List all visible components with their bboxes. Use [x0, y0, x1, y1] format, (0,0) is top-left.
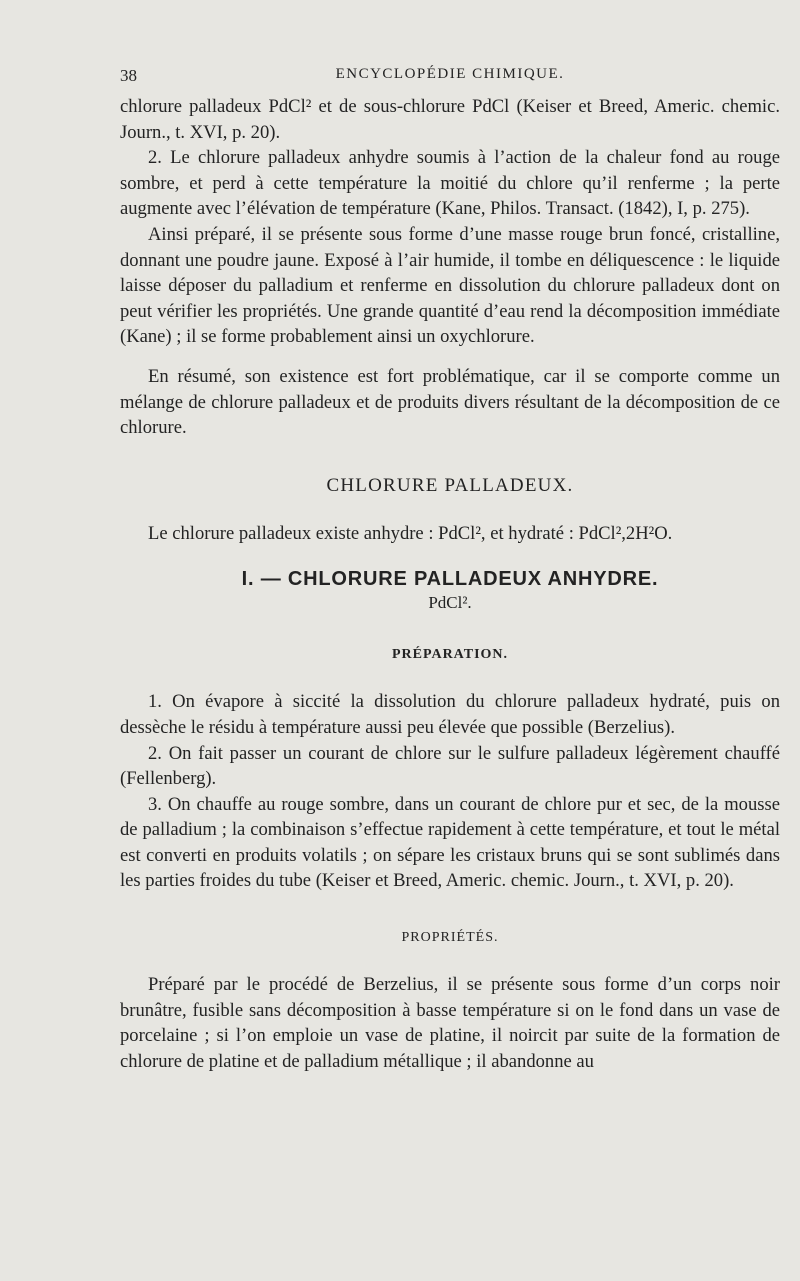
subsection-formula: PdCl².	[428, 593, 472, 613]
section-title: CHLORURE PALLADEUX.	[326, 474, 574, 496]
page-number: 38	[120, 66, 137, 85]
running-title: ENCYCLOPÉDIE CHIMIQUE.	[335, 66, 565, 82]
properties-paragraph-1: Préparé par le procédé de Berzelius, il se présente sous forme d’un corps noir brunâtre, fusible sans décomposition à basse température si on le fond dans un vase de porcelaine ; si l’on emploie un vase de platine, il noircit par suite de la formation de chlorure de platine et de palladium métallique ; il abandonne au	[120, 974, 780, 1072]
preparation-item-2: 2. On fait passer un courant de chlore sur le sulfure palladeux légèrement chauffé (Fellenberg).	[120, 742, 780, 790]
preparation-heading: PRÉPARATION.	[391, 647, 509, 663]
intro-paragraph-2: 2. Le chlorure palladeux anhydre soumis à l’action de la chaleur fond au rouge sombre, et perd à cette température la moitié du chlore qu’il renferme ; la perte augmente avec l’élévation de température (Kane, Philos. Transact. (1842), I, p. 275).	[120, 147, 780, 220]
preparation-item-1: 1. On évapore à siccité la dissolution du chlorure palladeux hydraté, puis on dessèche le résidu à température aussi peu élevée que possible (Berzelius).	[120, 691, 780, 738]
intro-paragraph-1: chlorure palladeux PdCl² et de sous-chlorure PdCl (Keiser et Breed, Americ. chemic. Journ., t. XVI, p. 20).	[120, 96, 780, 143]
preparation-item-3: 3. On chauffe au rouge sombre, dans un courant de chlore pur et sec, de la mousse de palladium ; la combinaison s’effectue rapidement à cette température, et tout le métal est converti en produits volatils ; on sépare les cristaux bruns qui se sont sublimés dans les parties froides du tube (Keiser et Breed, Americ. chemic. Journ., t. XVI, p. 20).	[120, 793, 780, 892]
paragraph-gap	[120, 350, 780, 364]
subsection-title: I. — CHLORURE PALLADEUX ANHYDRE.	[241, 568, 659, 591]
intro-paragraph-4: En résumé, son existence est fort problématique, car il se comporte comme un mélange de chlorure palladeux et de produits divers résultant de la décomposition de ce chlorure.	[120, 365, 780, 439]
properties-heading: PROPRIÉTÉS.	[401, 930, 499, 946]
page-body	[120, 94, 780, 1074]
intro-paragraph-3: Ainsi préparé, il se présente sous forme d’une masse rouge brun foncé, cristalline, donnant une poudre jaune. Exposé à l’air humide, il tombe en déliquescence : le liquide laisse déposer du palladium et renferme en dissolution du chlorure palladeux dont on peut vérifier les propriétés. Une grande quantité d’eau rend la décomposition immédiate (Kane) ; il se forme probablement ainsi un oxychlorure.	[120, 223, 780, 348]
section-intro: Le chlorure palladeux existe anhydre : PdCl², et hydraté : PdCl²,2H²O.	[148, 522, 673, 544]
page-header	[120, 66, 780, 90]
